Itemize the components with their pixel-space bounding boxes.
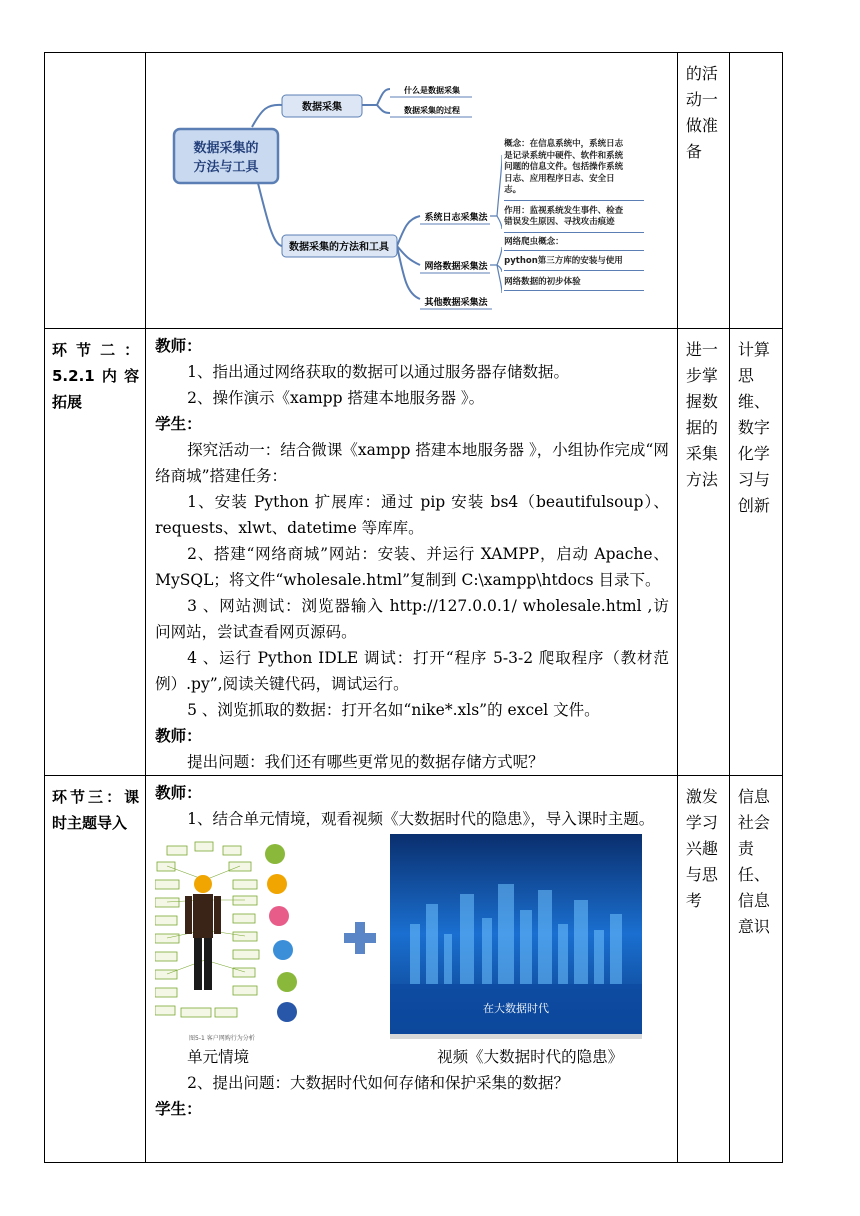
mindmap-sub2: 网络数据采集法 [424,262,488,272]
sub1-leaf2: 作用：监视系统发生事件、检查 错误发生原因、寻找攻击痕迹 [504,201,644,233]
student-label: 学生： [155,415,202,433]
teacher-label: 教师： [155,727,202,745]
teacher-item: 提出问题：我们还有哪些更常见的数据存储方式呢？ [187,753,544,771]
sub2-leaf1: 网络爬虫概念： [504,233,644,252]
mindmap-branch1: 数据采集 [302,102,343,113]
mindmap-sub1: 系统日志采集法 [424,213,488,223]
stage-label: 环节三：课时主题导入 [45,776,146,1163]
mindmap-center-line2: 方法与工具 [193,160,259,175]
mindmap-sub3: 其他数据采集法 [424,298,488,308]
student-item: 1、安装 Python 扩展库：通过 pip 安装 bs4（beautifulsoup）、requests、xlwt、datetime 等库库。 [155,493,669,537]
sub2-leaf3: 网络数据的初步体验 [504,271,644,292]
goal-cell: 进一步掌握数据的采集方法 [677,329,729,776]
student-item: 4 、运行 Python IDLE 调试：打开“程序 5-3-2 爬取程序（教材范例）.py”,阅读关键代码，调试运行。 [155,649,669,693]
goal-cell: 的活动一做准备 [677,53,729,329]
table-row [45,329,783,776]
mindmap-center-line1: 数据采集的 [193,141,259,156]
teacher-item: 1、结合单元情境，观看视频《大数据时代的隐患》，导入课时主题。 [187,810,655,828]
video-subtitle: 在大数据时代 [483,1002,550,1015]
stage-cell-empty [45,53,146,329]
sub2-leaf2: python第三方库的安装与使用 [504,251,644,271]
caption-left: 单元情境 [187,1048,250,1066]
literacy-cell: 信息社会责任、信息意识 [729,776,782,1163]
content-cell [146,776,678,1163]
teacher-label: 教师： [155,337,202,355]
student-item: 探究活动一：结合微课《xampp 搭建本地服务器 》，小组协作完成“网络商城”搭建任务： [155,441,669,485]
student-label: 学生： [155,1100,202,1118]
figure-caption: 图5-1 客户网购行为分析 [189,1035,255,1042]
stage-label: 环节二：5.2.1内容拓展 [45,329,146,776]
unit-scenario-figure [155,840,325,1048]
student-item: 5 、浏览抓取的数据：打开名如“nike*.xls”的 excel 文件。 [187,701,600,719]
caption-right: 视频《大数据时代的隐患》 [437,1048,624,1066]
literacy-cell: 计算思维、数字化学习与创新 [729,329,782,776]
mindmap-cell [146,53,678,329]
teacher-item: 2、提出问题：大数据时代如何存储和保护采集的数据？ [187,1074,569,1092]
goal-cell: 激发学习兴趣与思考 [677,776,729,1163]
content-cell [146,329,678,776]
mindmap-diagram [172,59,502,329]
student-item: 3 、网站测试：浏览器输入 http://127.0.0.1/ wholesale.html ,访问网站，尝试查看网页源码。 [155,597,669,641]
mindmap-b1-leaf2: 数据采集的过程 [404,106,461,115]
student-item: 2、搭建“网络商城”网站：安装、并运行 XAMPP，启动 Apache、MySQL；将文件“wholesale.html”复制到 C:\xampp\htdocs 目录下。 [155,545,669,589]
plus-icon [342,920,378,956]
teacher-item: 1、指出通过网络获取的数据可以通过服务器存储数据。 [187,363,569,381]
table-row [45,53,783,329]
teacher-label: 教师： [155,784,202,802]
teacher-item: 2、操作演示《xampp 搭建本地服务器 》。 [187,389,485,407]
image-row [155,832,669,1044]
video-screenshot [390,834,642,1039]
table-row [45,776,783,1163]
mindmap-branch2: 数据采集的方法和工具 [289,242,390,253]
lesson-plan-table [44,52,783,1163]
mindmap-b1-leaf1: 什么是数据采集 [404,86,461,95]
mindmap-sub1-leaves [504,139,644,291]
sub1-leaf1: 概念：在信息系统中，系统日志 是记录系统中硬件、软件和系统 问题的信息文件。包括操作系统 日志、应用程序日志、安全日 志。 [504,139,644,201]
literacy-cell-empty [729,53,782,329]
